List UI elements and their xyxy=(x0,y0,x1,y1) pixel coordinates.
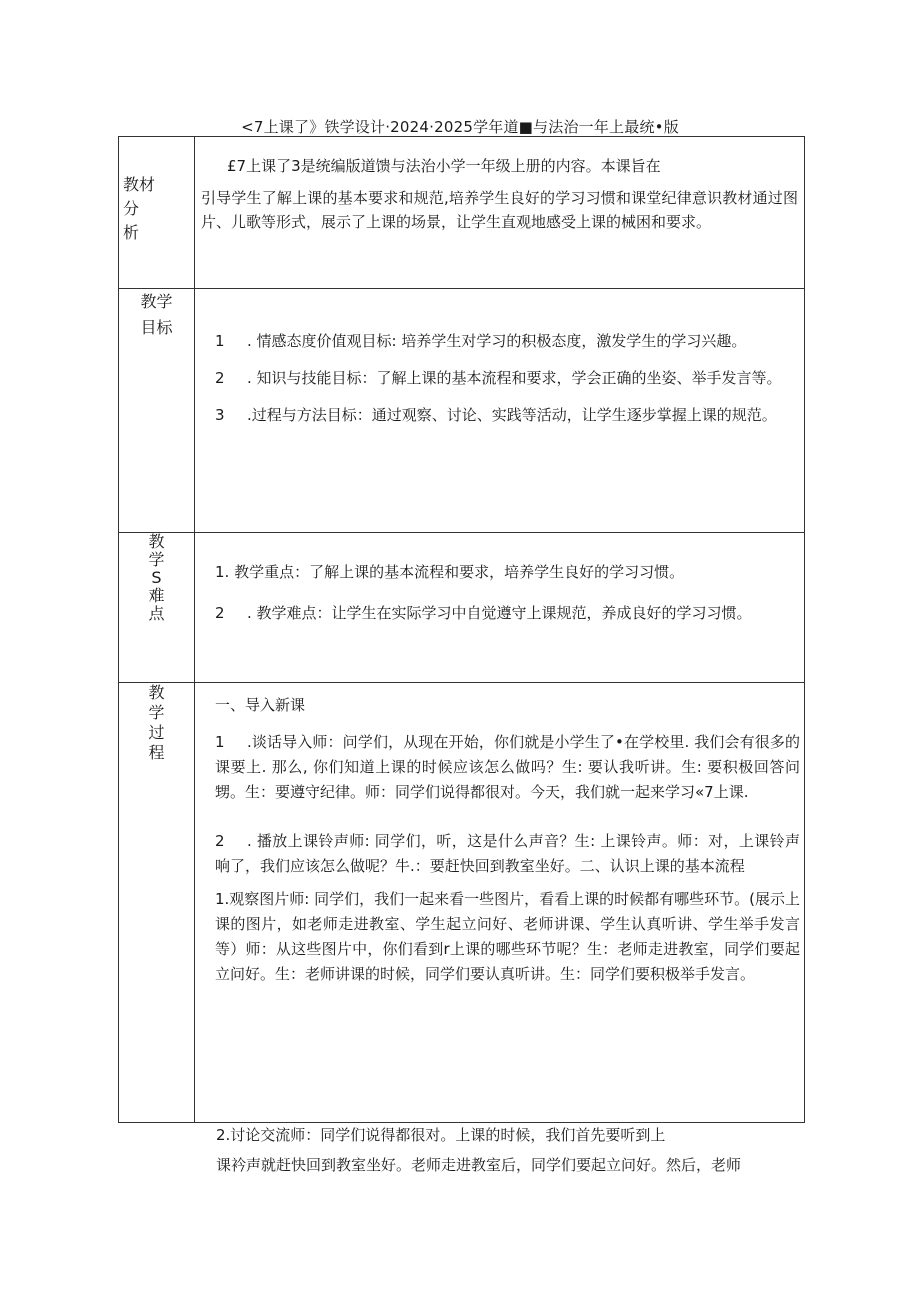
after-table-line-2: 课衿声就赶快回到教室坐好。老师走进教室后，同学们要起立问好。然后，老师 xyxy=(216,1156,742,1174)
key-points-content xyxy=(195,533,805,683)
point-text: . 教学难点：让学生在实际学习中自觉遵守上课规范，养成良好的学习习惯。 xyxy=(247,604,752,622)
row-teaching-process xyxy=(119,683,805,1123)
paragraph-text: . 播放上课铃声师: 同学们，听，这是什么声音？生: 上课铃声。师：对，上课铃声响了，我们应该怎么做呢？牛.：要赶快回到教室坐好。二、认识上课的基本流程 xyxy=(215,832,800,875)
label-teaching-goals xyxy=(119,289,195,533)
goal-text: .过程与方法目标：通过观察、讨论、实践等活动，让学生逐步掌握上课的规范。 xyxy=(247,406,777,424)
process-paragraph-2 xyxy=(215,829,800,879)
goal-number: 3 xyxy=(215,406,225,424)
label-line: 难 xyxy=(148,586,165,605)
teaching-goals-content xyxy=(195,289,805,533)
row-material-analysis xyxy=(119,137,805,289)
label-line: 学 xyxy=(148,550,165,569)
teaching-process-content xyxy=(195,683,805,1123)
after-table-line-1: 2.讨论交流师：同学们说得都很对。上课的时候，我们首先要听到上 xyxy=(216,1126,666,1144)
label-line: 教学 xyxy=(140,292,173,311)
analysis-line-1: £7上课了3是统编版道馈与法治小学一年级上册的内容。本课旨在 xyxy=(227,157,661,175)
paragraph-number: 1 xyxy=(215,733,225,751)
label-line: 目标 xyxy=(140,318,173,337)
label-line: 教 xyxy=(148,532,165,551)
lesson-plan-table xyxy=(118,136,805,1123)
document-title: <7上课了》铁学设计·2024·2025学年道■与法治一年上最统•版 xyxy=(241,118,679,136)
label-material-analysis xyxy=(119,137,195,289)
label-line: 学 xyxy=(148,703,165,722)
label-line: 析 xyxy=(123,223,140,242)
row-teaching-goals xyxy=(119,289,805,533)
goal-text: . 情感态度价值观目标: 培养学生对学习的积极态度，激发学生的学习兴趣。 xyxy=(247,332,747,350)
material-analysis-content xyxy=(195,137,805,289)
label-line: 分 xyxy=(123,199,140,218)
paragraph-text: .谈话导入师：问学们，从现在开始，你们就是小学生了•在学校里. 我们会有很多的课要上. 那么, 你们知道上课的时候应该怎么做吗？生: 要认我听讲。生: 要积极回答问甥。生：要遵守纪律。师：同学们说得都很对。今天，我们就一起来学习«7上课. xyxy=(215,733,800,801)
goal-text: . 知识与技能目标：了解上课的基本流程和要求，学会正确的坐姿、举手发言等。 xyxy=(247,369,782,387)
point-number: 2 xyxy=(215,604,225,622)
label-line: 点 xyxy=(148,604,165,623)
label-line: 教 xyxy=(148,683,165,702)
label-line: 过 xyxy=(148,723,165,742)
label-teaching-process xyxy=(119,683,195,1123)
section-heading: 一、导入新课 xyxy=(215,696,306,714)
key-point-item: 1. 教学重点：了解上课的基本流程和要求，培养学生良好的学习习惯。 xyxy=(215,563,685,581)
paragraph-number: 2 xyxy=(215,832,225,850)
label-key-difficult-points xyxy=(119,533,195,683)
goal-number: 1 xyxy=(215,332,225,350)
process-paragraph-1 xyxy=(215,730,800,805)
label-line: S xyxy=(151,568,162,587)
goal-item-1 xyxy=(215,329,800,354)
label-line: 教材 xyxy=(123,175,156,194)
difficult-point-item xyxy=(215,600,798,627)
label-line: 程 xyxy=(148,743,165,762)
goal-item-2 xyxy=(215,366,800,391)
analysis-line-2: 引导学生了解上课的基本要求和规范,培养学生良好的学习习惯和课堂纪律意识教材通过图片、儿歌等形式，展示了上课的场景，让学生直观地感受上课的械困和要求。 xyxy=(201,189,798,231)
row-key-difficult-points xyxy=(119,533,805,683)
process-paragraph-3: 1.观察图片师: 同学们，我们一起来看一些图片，看看上课的时候都有哪些环节。(展示上课的图片，如老师走进教室、学生起立问好、老师讲课、学生认真听讲、学生举手发言等）师：从这些图片中，你们看到r上课的哪些环节呢？生：老师走进教室，同学们要起立问好。生：老师讲课的时候，同学们要认真听讲。生：同学们要积极举手发言。 xyxy=(215,890,800,983)
goal-item-3 xyxy=(215,403,800,428)
goal-number: 2 xyxy=(215,369,225,387)
